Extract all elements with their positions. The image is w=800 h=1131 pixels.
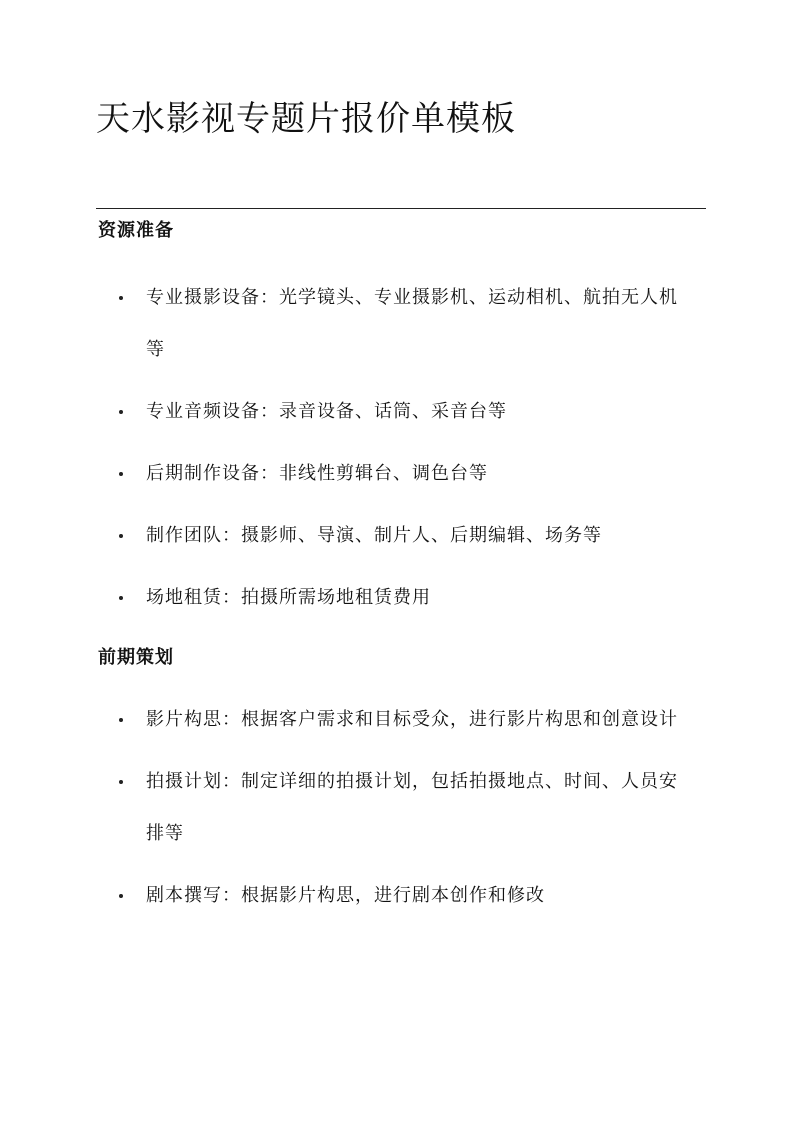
list-item <box>110 694 690 746</box>
list-item <box>110 448 690 500</box>
list-item <box>110 870 690 922</box>
bullet-icon <box>119 472 123 476</box>
list-item-text: 制作团队：摄影师、导演、制片人、后期编辑、场务等 <box>146 525 602 546</box>
list-item <box>110 756 690 860</box>
list-item-text: 后期制作设备：非线性剪辑台、调色台等 <box>146 463 488 484</box>
list-item <box>110 386 690 438</box>
list-item-text: 专业摄影设备：光学镜头、专业摄影机、运动相机、航拍无人机等 <box>146 287 678 360</box>
bullet-icon <box>119 894 123 898</box>
list-item <box>110 510 690 562</box>
resource-preparation-list <box>110 272 690 624</box>
section-heading-resource-preparation: 资源准备 <box>98 220 174 241</box>
list-item-text: 拍摄计划：制定详细的拍摄计划，包括拍摄地点、时间、人员安排等 <box>146 771 678 844</box>
list-item-text: 专业音频设备：录音设备、话筒、采音台等 <box>146 401 507 422</box>
title-divider <box>96 208 706 209</box>
list-item <box>110 272 690 376</box>
page-title: 天水影视专题片报价单模板 <box>96 99 516 139</box>
bullet-icon <box>119 718 123 722</box>
bullet-icon <box>119 780 123 784</box>
list-item-text: 场地租赁：拍摄所需场地租赁费用 <box>146 587 431 608</box>
bullet-icon <box>119 534 123 538</box>
list-item-text: 剧本撰写：根据影片构思，进行剧本创作和修改 <box>146 885 545 906</box>
list-item-text: 影片构思：根据客户需求和目标受众，进行影片构思和创意设计 <box>146 709 678 730</box>
section-heading-pre-planning: 前期策划 <box>98 647 174 668</box>
pre-planning-list <box>110 694 690 922</box>
bullet-icon <box>119 296 123 300</box>
list-item <box>110 572 690 624</box>
bullet-icon <box>119 596 123 600</box>
bullet-icon <box>119 410 123 414</box>
